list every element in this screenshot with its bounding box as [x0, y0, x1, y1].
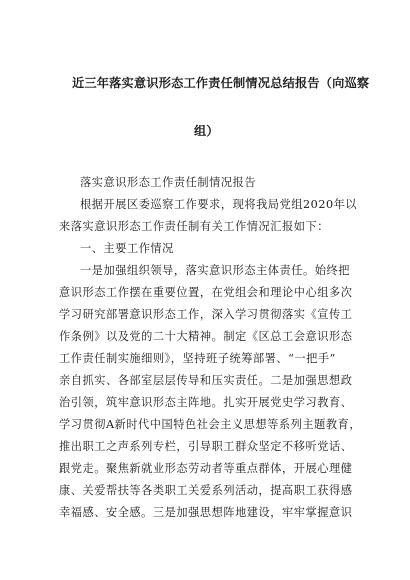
paragraph-line: 一是加强组织领导，落实意识形态主体责任。始终把 [80, 264, 350, 277]
paragraph-line: 康、关爱帮扶等各类职工关爱系列活动，提高职工获得感 [59, 484, 353, 497]
paragraph-line: 意识形态工作摆在重要位置，在党组会和理论中心组多次 [59, 286, 353, 299]
paragraph-line: 治引领，筑牢意识形态主阵地。扎实开展党史学习教育、 [59, 396, 353, 409]
paragraph-line: 亲自抓实、各部室层层传导和压实责任。二是加强思想政 [59, 374, 353, 387]
document-title: 近三年落实意识形态工作责任制情况总结报告（向巡察 [72, 76, 370, 90]
paragraph-line: 学习贯彻A新时代中国特色社会主义思想等系列主题教育， [59, 418, 362, 431]
paragraph-line: 作条例》以及党的二十大精神。制定《区总工会意识形态 [59, 330, 353, 343]
paragraph-line: 推出职工之声系列专栏，引导职工群众坚定不移听党话、 [59, 440, 353, 453]
paragraph-line: 幸福感、安全感。三是加强思想阵地建设，牢牢掌握意识 [59, 506, 353, 519]
paragraph-line: 来落实意识形态工作责任制有关工作情况汇报如下： [59, 220, 329, 233]
paragraph-line: 跟党走。聚焦新就业形态劳动者等重点群体，开展心理健 [59, 462, 353, 475]
paragraph-line: 根据开展区委巡察工作要求，现将我局党组2020年以 [80, 198, 358, 211]
paragraph-line: 工作责任制实施细则》，坚持班子统筹部署、“一把手” [59, 352, 336, 365]
document-title-continued: 组） [194, 124, 219, 138]
section-heading: 一、主要工作情况 [80, 242, 174, 255]
paragraph-line: 学习研究部署意识形态工作，深入学习贯彻落实《宣传工 [59, 308, 353, 321]
document-subtitle: 落实意识形态工作责任制情况报告 [80, 176, 257, 189]
